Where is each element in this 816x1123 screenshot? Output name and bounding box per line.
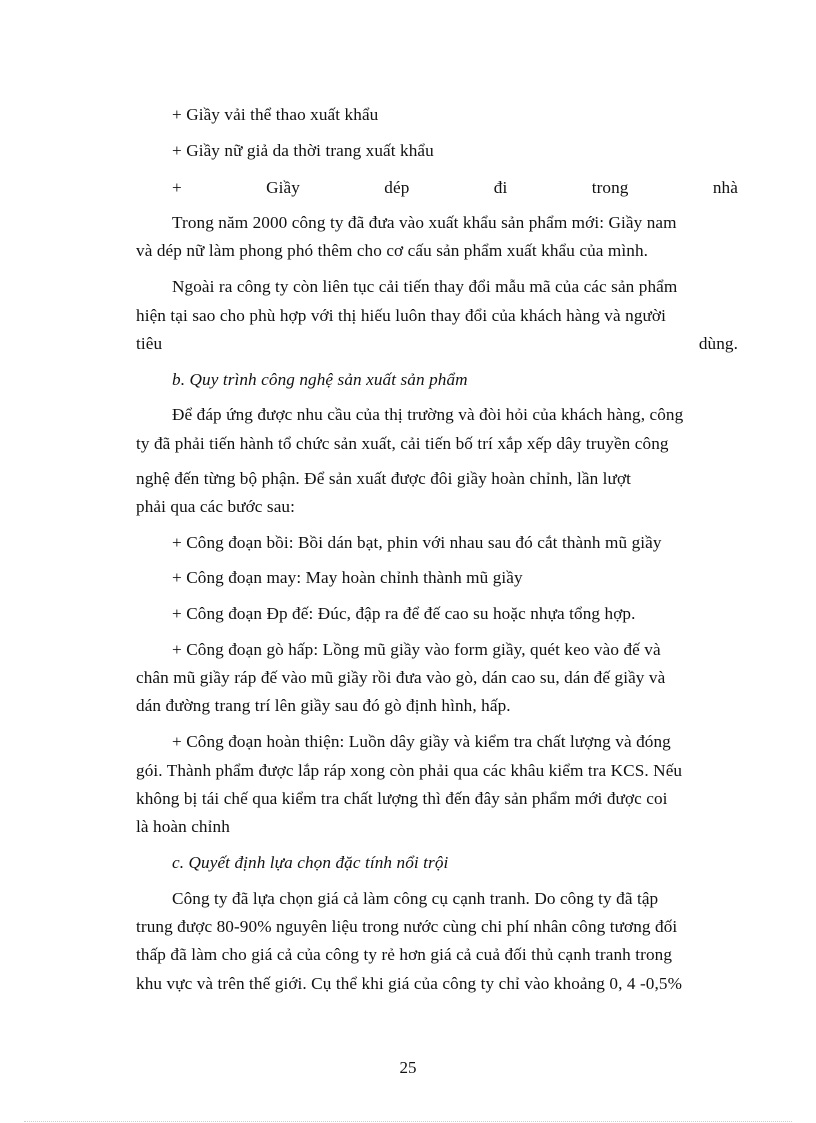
step-go: + Công đoạn gò hấp: Lồng mũ giầy vào form giầy, quét keo vào đế và <box>172 640 661 659</box>
word: đi <box>493 178 508 197</box>
paragraph-line: thấp đã làm cho giá cả của công ty rẻ hơn giá cả cuả đối thủ cạnh tranh trong <box>136 945 673 964</box>
paragraph-line: khu vực và trên thế giới. Cụ thể khi giá của công ty chỉ vào khoảng 0, 4 -0,5% <box>136 974 682 993</box>
page-number: 25 <box>399 1058 417 1077</box>
word: dép <box>384 178 410 197</box>
step-finish-line: không bị tái chế qua kiểm tra chất lượng thì đến đây sản phẩm mới được coi <box>136 789 668 808</box>
word: nhà <box>712 178 738 197</box>
product-item-home-slippers <box>172 177 738 199</box>
word: Giầy <box>266 178 300 197</box>
paragraph-line: ty đã phải tiến hành tổ chức sản xuất, cải tiến bố trí xắp xếp dây truyền công <box>136 434 669 453</box>
section-heading-b: b. Quy trình công nghệ sản xuất sản phẩm <box>172 370 468 389</box>
step-boi: + Công đoạn bồi: Bồi dán bạt, phin với nhau sau đó cắt thành mũ giầy <box>172 533 662 552</box>
paragraph-line: và dép nữ làm phong phó thêm cho cơ cấu sản phẩm xuất khẩu của mình. <box>136 241 649 260</box>
paragraph-line: phải qua các bước sau: <box>136 497 295 516</box>
step-go-line: chân mũ giầy ráp đế vào mũ giầy rồi đưa vào gò, dán cao su, dán đế giầy và <box>136 668 666 687</box>
paragraph-line-justified <box>136 333 738 355</box>
section-heading-c: c. Quyết định lựa chọn đặc tính nổi trội <box>172 853 449 872</box>
paragraph-line: Trong năm 2000 công ty đã đưa vào xuất khẩu sản phẩm mới: Giầy nam <box>172 213 677 232</box>
page-bottom-divider <box>24 1121 792 1122</box>
step-finish-line: là hoàn chỉnh <box>136 817 230 836</box>
product-item-women-shoes: + Giầy nữ giả da thời trang xuất khẩu <box>172 141 434 160</box>
product-item-sport-shoes: + Giầy vải thể thao xuất khẩu <box>172 105 379 124</box>
paragraph-line: hiện tại sao cho phù hợp với thị hiếu luôn thay đổi của khách hàng và người <box>136 306 666 325</box>
paragraph-line: trung được 80-90% nguyên liệu trong nước cùng chi phí nhân công tương đối <box>136 917 678 936</box>
word: trong <box>591 178 629 197</box>
paragraph-line: nghệ đến từng bộ phận. Để sản xuất được đôi giầy hoàn chỉnh, lần lượt <box>136 469 632 488</box>
step-finish-line: gói. Thành phẩm được lắp ráp xong còn phải qua các khâu kiểm tra KCS. Nếu <box>136 761 683 780</box>
word: + <box>172 178 182 197</box>
paragraph-line: Ngoài ra công ty còn liên tục cải tiến thay đổi mẫu mã của các sản phẩm <box>172 277 678 296</box>
paragraph-line: Để đáp ứng được nhu cầu của thị trường và đòi hỏi của khách hàng, công <box>172 405 684 424</box>
step-de: + Công đoạn Đp đế: Đúc, đập ra để đế cao su hoặc nhựa tổng hợp. <box>172 604 636 623</box>
word: dùng. <box>698 334 738 353</box>
step-may: + Công đoạn may: May hoàn chỉnh thành mũ giầy <box>172 568 523 587</box>
paragraph-line: Công ty đã lựa chọn giá cả làm công cụ cạnh tranh. Do công ty đã tập <box>172 889 659 908</box>
word: tiêu <box>136 334 163 353</box>
step-finish: + Công đoạn hoàn thiện: Luồn dây giầy và kiểm tra chất lượng và đóng <box>172 732 671 751</box>
step-go-line: dán đường trang trí lên giầy sau đó gò định hình, hấp. <box>136 696 511 715</box>
